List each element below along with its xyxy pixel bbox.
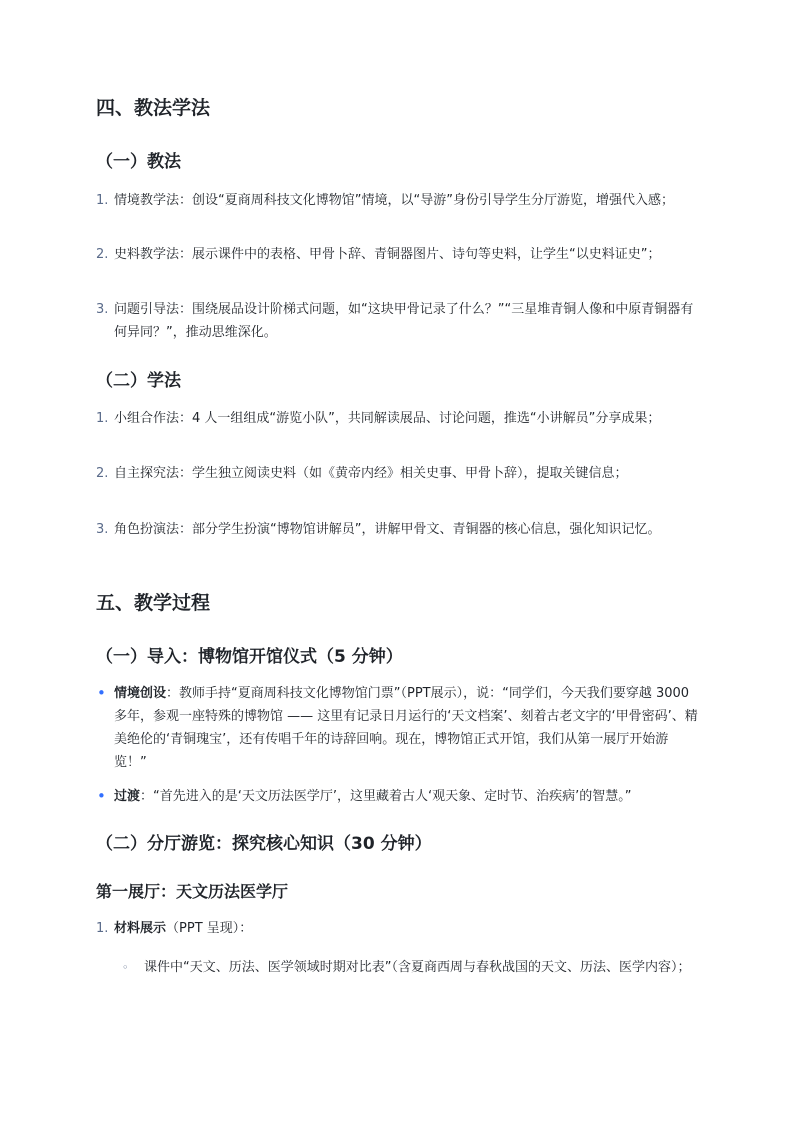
list-item [96,298,700,344]
list-item [96,917,700,940]
list-number: 3. [96,302,109,317]
list-item [96,189,700,212]
list-number: 2. [96,247,109,262]
item-body: ：教师手持“夏商周科技文化博物馆门票”（PPT展示），说：“同学们，今天我们要穿越 3000 多年，参观一座特殊的博物馆 —— 这里有记录日月运行的‘天文档案’、刻着古老文字的‘甲骨密码’、精美绝伦的‘青铜瑰宝’，还有传唱千年的诗辞回响。现在，博物馆正式开馆，我们从第一展厅开始游览！” [114,686,698,770]
subheading-introduction: （一）导入：博物馆开馆仪式（5 分钟） [96,647,403,667]
subheading-hall-tour: （二）分厅游览：探究核心知识（30 分钟） [96,834,432,854]
list-number: 1. [96,921,109,936]
list-item-text [114,785,700,808]
item-body: （PPT 呈现）： [166,921,253,936]
list-item [96,407,700,430]
list-item-text [114,917,700,940]
sub-list-item [122,956,700,979]
item-label: 材料展示 [114,921,167,936]
item-label: 过渡 [114,789,141,804]
list-item-text: 问题引导法：围绕展品设计阶梯式问题，如“这块甲骨记录了什么？”“三星堆青铜人像和中原青铜器有何异同？”，推动思维深化。 [114,302,694,340]
list-number: 3. [96,522,109,537]
list-number: 1. [96,193,109,208]
section-heading-teaching-methods: 四、教法学法 [96,97,211,119]
list-item-text: 自主探究法：学生独立阅读史料（如《黄帝内经》相关史事、甲骨卜辞），提取关键信息； [114,466,628,481]
bullet-icon: • [97,787,106,805]
list-number: 1. [96,411,109,426]
list-item [96,682,700,774]
subheading-learning-method: （二）学法 [96,371,181,391]
list-item-text: 小组合作法：4 人一组组成“游览小队”，共同解读展品、讨论问题，推选“小讲解员”分享成果； [114,411,661,426]
item-body: ：“首先进入的是‘天文历法医学厅’，这里藏着古人‘观天象、定时节、治疾病’的智慧。” [140,789,632,804]
subheading-teaching-method: （一）教法 [96,152,181,172]
list-item [96,243,700,266]
list-item [96,518,700,541]
list-item-text: 角色扮演法：部分学生扮演“博物馆讲解员”，讲解甲骨文、青铜器的核心信息，强化知识记忆。 [114,522,661,537]
list-item-text [114,682,700,774]
list-item-text: 情境教学法：创设“夏商周科技文化博物馆”情境，以“导游”身份引导学生分厅游览，增强代入感； [114,193,674,208]
section-heading-teaching-process: 五、教学过程 [96,592,211,614]
list-item-text: 史料教学法：展示课件中的表格、甲骨卜辞、青铜器图片、诗句等史料，让学生“以史料证史”； [114,247,661,262]
list-item [96,785,700,808]
bullet-icon: • [97,684,106,702]
sub-list-item-text: 课件中“天文、历法、医学领域时期对比表”（含夏商西周与春秋战国的天文、历法、医学内容）； [144,960,691,975]
item-label: 情境创设 [114,686,167,701]
hall-heading: 第一展厅：天文历法医学厅 [96,882,289,901]
sub-bullet-icon: ◦ [122,961,129,974]
list-number: 2. [96,466,109,481]
list-item [96,462,700,485]
